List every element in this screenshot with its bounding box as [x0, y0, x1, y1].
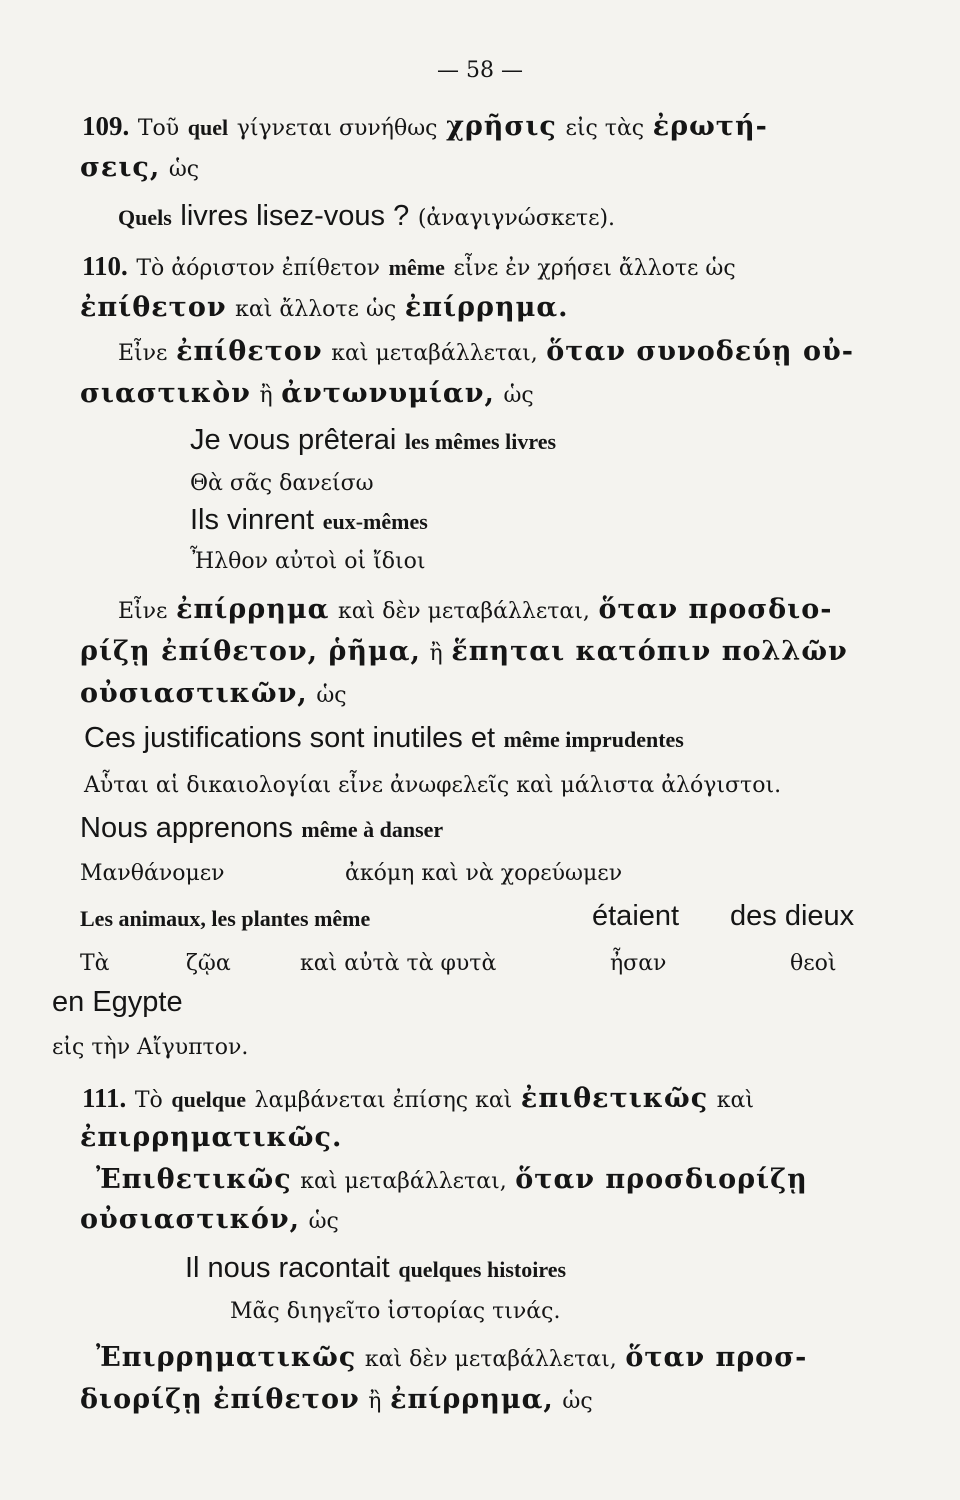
section-111-example-greek: Μᾶς διηγεῖτο ἱστορίας τινάς.: [230, 1299, 561, 1324]
section-111-line-5: Ἐπιρρηματικῶς καὶ δὲν μεταβάλλεται, ὅταν προσ-: [96, 1342, 808, 1373]
section-number-111: 111.: [82, 1083, 127, 1113]
section-110-line-2: ἐπίθετον καὶ ἄλλοτε ὡς ἐπίρρημα.: [80, 292, 569, 323]
example-1-french: Je vous prêterai les mêmes livres: [190, 424, 557, 456]
example-2-french: Ils vinrent eux-mêmes: [190, 504, 428, 536]
example-5-french-d: en Egypte: [52, 986, 183, 1018]
example-5-greek-b: ζῷα: [186, 951, 231, 976]
example-4-greek-b: ἀκόμη καὶ νὰ χορεύωμεν: [345, 861, 623, 886]
example-5-greek-e: θεοὶ: [790, 951, 837, 976]
example-5-french-c: des dieux: [730, 900, 855, 932]
section-109-example: Quels livres lisez-vous ? (ἀναγιγνώσκετε).: [118, 200, 616, 232]
section-110-line-1: 110. Τὸ ἀόριστον ἐπίθετον même εἶνε ἐν χρήσει ἄλλοτε ὡς: [82, 251, 736, 281]
section-110-line-6: ρίζῃ ἐπίθετον, ῥῆμα, ἢ ἕπηται κατόπιν πολλῶν: [80, 636, 848, 667]
example-5-french-b: étaient: [592, 900, 680, 932]
section-111-line-3: Ἐπιθετικῶς καὶ μεταβάλλεται, ὅταν προσδιορίζῃ: [96, 1164, 808, 1195]
section-111-line-2: ἐπιρρηματικῶς.: [80, 1122, 343, 1153]
section-109-line-2: σεις, ὡς: [80, 152, 200, 183]
section-110-line-4: σιαστικὸν ἢ ἀντωνυμίαν, ὡς: [80, 378, 534, 409]
example-2-greek: Ἦλθον αὐτοὶ οἱ ἴδιοι: [190, 549, 426, 574]
section-number-109: 109.: [82, 111, 130, 141]
example-4-greek: Μανθάνομεν: [80, 861, 225, 886]
example-1-greek: Θὰ σᾶς δανείσω: [190, 471, 374, 496]
section-110-line-5: Εἶνε ἐπίρρημα καὶ δὲν μεταβάλλεται, ὅταν προσδιο-: [118, 594, 833, 625]
page-number: — 58 —: [437, 58, 523, 83]
section-111-line-6: διορίζῃ ἐπίθετον ἢ ἐπίρρημα, ὡς: [80, 1384, 593, 1415]
section-111-line-1: 111. Τὸ quelque λαμβάνεται ἐπίσης καὶ ἐπιθετικῶς καὶ: [82, 1083, 755, 1114]
example-5-greek-c: καὶ αὐτὰ τὰ φυτὰ: [300, 951, 497, 976]
section-109-line-1: 109. Τοῦ quel γίγνεται συνήθως χρῆσις εἰς τὰς ἐρωτή-: [82, 111, 768, 142]
section-number-110: 110.: [82, 251, 128, 281]
example-5-greek-f: εἰς τὴν Αἴγυπτον.: [52, 1035, 249, 1060]
section-111-example-french: Il nous racontait quelques histoires: [185, 1252, 567, 1284]
section-110-line-3: Εἶνε ἐπίθετον καὶ μεταβάλλεται, ὅταν συνοδεύῃ οὐ-: [118, 336, 854, 367]
example-3-greek: Αὗται αἱ δικαιολογίαι εἶνε ἀνωφελεῖς καὶ μάλιστα ἀλόγιστοι.: [84, 773, 782, 798]
example-4-french: Nous apprenons même à danser: [80, 812, 444, 844]
section-110-line-7: οὐσιαστικῶν, ὡς: [80, 678, 347, 709]
section-111-line-4: οὐσιαστικόν, ὡς: [80, 1204, 339, 1235]
example-3-french: Ces justifications sont inutiles et même imprudentes: [84, 722, 684, 754]
example-5-greek-d: ἦσαν: [610, 951, 667, 976]
example-5-greek-a: Τὰ: [80, 951, 110, 976]
example-5-french: Les animaux, les plantes même: [80, 906, 371, 931]
